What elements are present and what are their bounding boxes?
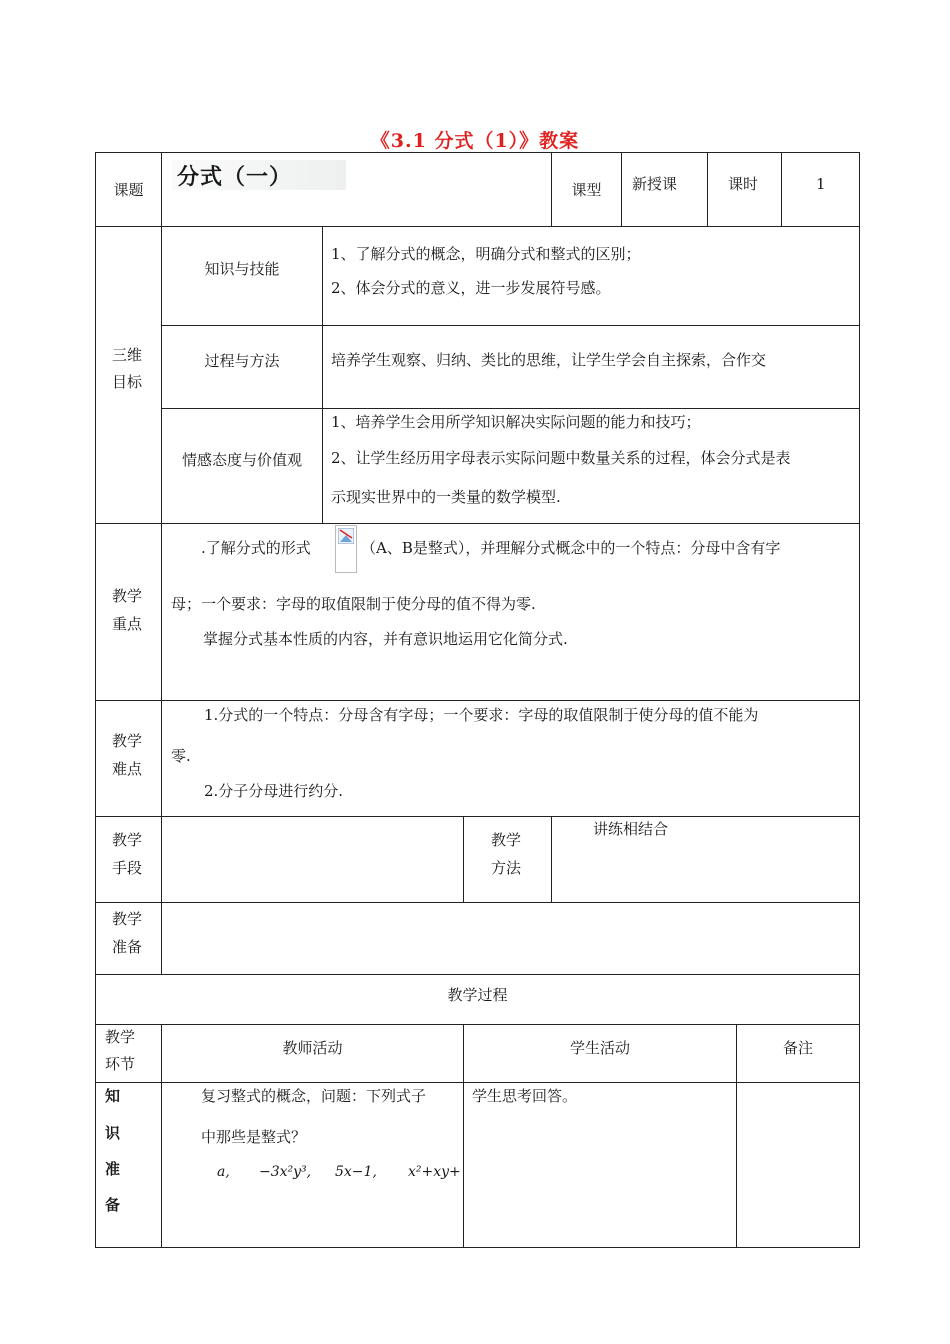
process-title: 教学过程	[447, 986, 508, 1004]
topic-label: 课题	[113, 180, 144, 199]
formula-polynomial: x²+xy+	[408, 1164, 461, 1180]
goal-line-3-1: 1、培养学生会用所学知识解决实际问题的能力和技巧；	[331, 413, 701, 431]
formula-binomial: 5x−1,	[335, 1164, 377, 1180]
process-teacher-line-1: 复习整式的概念，问题：下列式子	[201, 1087, 427, 1105]
key-point-line-1b: （A、B是整式），并理解分式概念中的一个特点：分母中含有字	[361, 539, 781, 557]
key-point-line-3: 掌握分式基本性质的内容，并有意识地运用它化简分式.	[203, 630, 568, 648]
table-border-right	[859, 152, 860, 1248]
table-border-bottom	[95, 1247, 860, 1248]
process-teacher-line-2: 中那些是整式？	[201, 1128, 307, 1146]
col-divider-hours	[707, 152, 708, 226]
formula-a: a,	[217, 1164, 230, 1180]
preparation-label: 教学准备	[112, 910, 143, 956]
hours-label: 课时	[728, 175, 759, 193]
process-header-stage: 教学环节	[105, 1028, 136, 1073]
col-divider-hours-value	[781, 152, 782, 226]
method-label: 教学方法	[491, 831, 522, 877]
table-border-top	[95, 152, 860, 153]
table-border-left	[95, 152, 96, 1248]
key-points-label: 教学重点	[112, 587, 143, 633]
type-label: 课型	[571, 181, 602, 199]
fraction-image-icon	[335, 525, 357, 573]
process-header-student: 学生活动	[569, 1039, 630, 1057]
means-label: 教学手段	[112, 831, 143, 877]
goal-category-3: 情感态度与价值观	[181, 451, 302, 469]
process-stage-char-3: 准	[105, 1160, 121, 1178]
goal-line-3-2: 2、让学生经历用字母表示实际问题中数量关系的过程，体会分式是表	[331, 449, 791, 467]
col-divider-goal-category	[322, 226, 323, 523]
col-divider-type-value	[621, 152, 622, 226]
goal-line-1-1: 1、了解分式的概念，明确分式和整式的区别；	[331, 245, 641, 263]
row-divider-means	[95, 816, 860, 817]
type-value: 新授课	[632, 175, 678, 193]
key-point-line-2: 母；一个要求：字母的取值限制于使分母的值不得为零.	[171, 595, 536, 613]
row-divider-keypoints	[95, 523, 860, 524]
formula-monomial: −3x²y³,	[259, 1164, 312, 1180]
goal-category-1: 知识与技能	[204, 260, 280, 278]
goal-line-2-1: 培养学生观察、归纳、类比的思维，让学生学会自主探索，合作交	[331, 351, 767, 369]
goal-line-1-2: 2、体会分式的意义，进一步发展符号感。	[331, 279, 611, 297]
difficulty-line-1: 1.分式的一个特点：分母含有字母；一个要求：字母的取值限制于使分母的值不能为	[204, 706, 759, 724]
row-divider-prep	[95, 902, 860, 903]
process-stage-char-1: 知	[105, 1087, 121, 1105]
goal-line-3-3: 示现实世界中的一类量的数学模型.	[331, 488, 561, 506]
row-divider-difficulties	[95, 700, 860, 701]
goal-category-2: 过程与方法	[204, 352, 280, 370]
process-stage-char-2: 识	[105, 1124, 121, 1142]
goals-label	[112, 342, 152, 396]
difficulties-label: 教学难点	[112, 732, 143, 778]
key-point-line-1a: .了解分式的形式	[201, 539, 311, 557]
row-divider-process-row	[95, 1082, 860, 1083]
method-value: 讲练相结合	[593, 820, 669, 838]
process-student-activity: 学生思考回答。	[472, 1087, 578, 1105]
difficulty-line-3: 2.分子分母进行约分.	[204, 782, 344, 800]
process-header-note: 备注	[782, 1039, 813, 1057]
process-header-teacher: 教师活动	[282, 1039, 343, 1057]
col-divider-method	[463, 816, 464, 902]
document-title: 《3.1 分式（1）》教案	[370, 130, 580, 152]
difficulty-line-2: 零.	[171, 747, 191, 765]
hours-value: 1	[816, 175, 826, 193]
process-stage-char-4: 备	[105, 1196, 121, 1214]
goals-label-text: 三维目标	[112, 346, 143, 391]
col-divider-method-value	[551, 816, 552, 902]
topic-value: 分式（一）	[177, 165, 293, 190]
